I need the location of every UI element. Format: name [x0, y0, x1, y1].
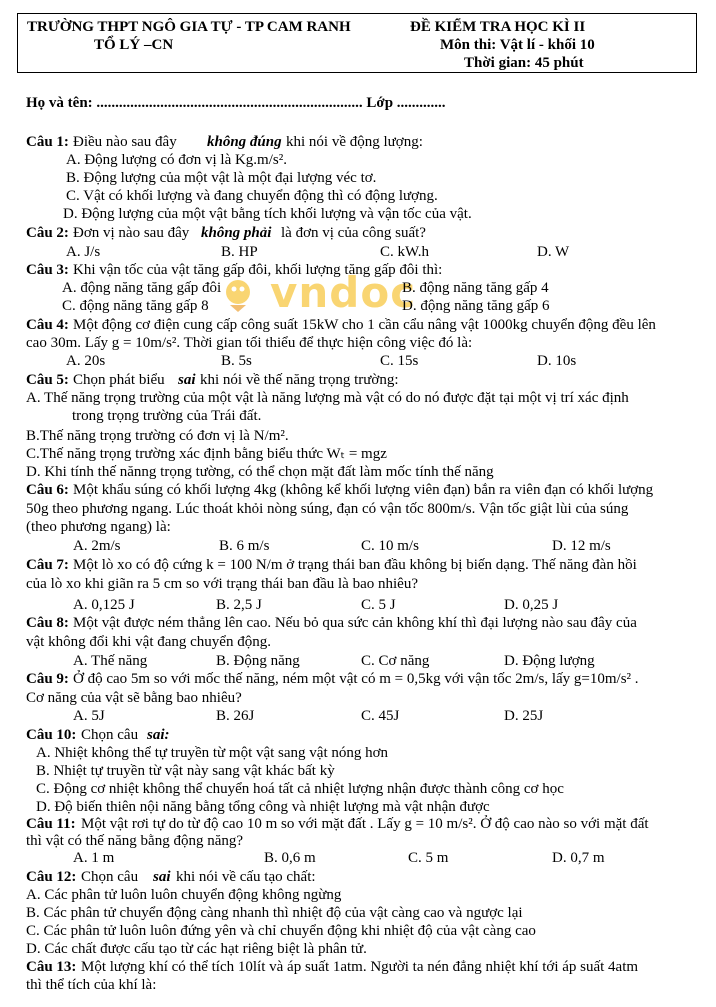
exam-header [17, 13, 697, 73]
line-text: C. Cơ năng [361, 653, 430, 669]
exam-line [0, 407, 716, 425]
question-number: Câu 9: [26, 671, 69, 687]
exam-line [0, 849, 716, 867]
exam-line [0, 316, 716, 334]
line-text: B. 6 m/s [219, 538, 270, 554]
line-text: A. 5J [73, 708, 105, 724]
line-text: B. 0,6 m [264, 850, 316, 866]
line-text: A. 2m/s [73, 538, 121, 554]
exam-line [0, 596, 716, 614]
exam-line [0, 133, 716, 151]
student-info-line [0, 94, 716, 112]
line-text: là đơn vị của công suất? [281, 225, 426, 241]
line-text: D. 10s [537, 353, 577, 369]
exam-line [0, 537, 716, 555]
line-text: thì thể tích của khí là: [26, 977, 157, 993]
emphasis-text: sai [178, 372, 196, 388]
line-text: B. Động năng [216, 653, 300, 669]
question-number: Câu 12: [26, 869, 77, 885]
line-text: A. J/s [66, 244, 101, 260]
line-text: D. Các chất được cấu tạo từ các hạt riêng biệt là phân tử. [26, 941, 367, 957]
line-text: A. Động lượng có đơn vị là Kg.m/s². [66, 152, 287, 168]
line-text: C. 10 m/s [361, 538, 419, 554]
exam-line [0, 976, 716, 994]
question-number: Câu 5: [26, 372, 69, 388]
exam-line [0, 243, 716, 261]
question-number: Câu 4: [26, 317, 69, 333]
exam-line [0, 832, 716, 850]
line-text: C. kW.h [380, 244, 430, 260]
exam-line [0, 427, 716, 445]
exam-line [0, 958, 716, 976]
exam-line [0, 886, 716, 904]
line-text: B. HP [221, 244, 258, 260]
line-text: A. Nhiệt không thể tự truyền từ một vật sang vật nóng hơn [36, 745, 389, 761]
question-number: Câu 11: [26, 816, 76, 832]
line-text: B. 26J [216, 708, 255, 724]
line-text: Đơn vị nào sau đây [73, 225, 190, 241]
exam-line [0, 940, 716, 958]
line-text: C. Các phân tử luôn luôn đứng yên và chỉ chuyển động khi nhiệt độ của vật càng cao [26, 923, 536, 939]
line-text: khi nói về cấu tạo chất: [176, 869, 316, 885]
exam-line [0, 707, 716, 725]
exam-line [0, 689, 716, 707]
exam-line [0, 297, 716, 315]
line-text: Một lò xo có độ cứng k = 100 N/m ở trạng thái ban đầu không bị biến dạng. Thế năng đàn hồi [73, 557, 637, 573]
line-text: C. động năng tăng gấp 8 [62, 298, 209, 314]
exam-line [0, 815, 716, 833]
line-text: B. động năng tăng gấp 4 [402, 280, 549, 296]
question-number: Câu 6: [26, 482, 69, 498]
exam-line [0, 922, 716, 940]
question-number: Câu 3: [26, 262, 69, 278]
line-text: Ở độ cao 5m so với mốc thế năng, ném một vật có m = 0,5kg với vận tốc 2m/s, lấy g=10m/s² . [73, 671, 639, 687]
exam-line [0, 762, 716, 780]
exam-line [0, 798, 716, 816]
line-text: C. 45J [361, 708, 400, 724]
question-number: Câu 10: [26, 727, 77, 743]
exam-line [0, 780, 716, 798]
line-text: của lò xo khi giãn ra 5 cm so với trạng thái ban đầu là bao nhiêu? [26, 576, 418, 592]
line-text: D. Động lượng [504, 653, 595, 669]
line-text: cao 30m. Lấy g = 10m/s². Thời gian tối thiểu để thực hiện công việc đó là: [26, 335, 473, 351]
line-text: C.Thế năng trọng trường xác định bằng biểu thức Wₜ = mgz [26, 446, 387, 462]
exam-subject: Môn thi: Vật lí - khối 10 [440, 37, 595, 53]
exam-line [0, 279, 716, 297]
exam-line [0, 389, 716, 407]
line-text: B. Động lượng của một vật là một đại lượng véc tơ. [66, 170, 377, 186]
line-text: vật không đổi khi vật đang chuyển động. [26, 634, 271, 650]
line-text: A. Các phân tử luôn luôn chuyển động không ngừng [26, 887, 342, 903]
question-number: Câu 1: [26, 134, 69, 150]
line-text: D. động năng tăng gấp 6 [402, 298, 550, 314]
line-text: Một động cơ điện cung cấp công suất 15kW cho 1 cần cẩu nâng vật 1000kg chuyển động đều lên [73, 317, 656, 333]
question-number: Câu 2: [26, 225, 69, 241]
exam-line [0, 518, 716, 536]
line-text: D. 0,25 J [504, 597, 559, 613]
line-text: Khi vận tốc của vật tăng gấp đôi, khối lượng tăng gấp đôi thì: [73, 262, 443, 278]
line-text: khi nói về thế năng trọng trường: [200, 372, 399, 388]
line-text: Một vật được ném thẳng lên cao. Nếu bỏ qua sức cản không khí thì đại lượng nào sau đây của [73, 615, 637, 631]
emphasis-text: không đúng [207, 134, 282, 150]
line-text: D. 0,7 m [552, 850, 605, 866]
exam-line [0, 652, 716, 670]
line-text: C. 15s [380, 353, 419, 369]
line-text: Cơ năng của vật sẽ bằng bao nhiêu? [26, 690, 242, 706]
watermark-text: vndoc [270, 268, 417, 317]
exam-line [0, 904, 716, 922]
line-text: A. Thế năng [73, 653, 148, 669]
student-name-class-field: Họ và tên: ....................................................................... Lớp ............. [26, 95, 446, 111]
line-text: D. 25J [504, 708, 544, 724]
line-text: B. 5s [221, 353, 252, 369]
exam-line [0, 187, 716, 205]
question-number: Câu 7: [26, 557, 69, 573]
line-text: (theo phương ngang) là: [26, 519, 171, 535]
line-text: Điều nào sau đây [73, 134, 177, 150]
line-text: Chọn câu [81, 869, 139, 885]
line-text: D. Độ biến thiên nội năng bằng tổng công và nhiệt lượng mà vật nhận được [36, 799, 490, 815]
line-text: thì vật có thế năng bằng động năng? [26, 833, 244, 849]
exam-line [0, 205, 716, 223]
exam-line [0, 463, 716, 481]
emphasis-text: sai: [147, 727, 170, 743]
exam-line [0, 169, 716, 187]
line-text: Chọn câu [81, 727, 139, 743]
line-text: C. Động cơ nhiệt không thể chuyển hoá tất cả nhiệt lượng nhận được thành công cơ học [36, 781, 564, 797]
exam-line [0, 575, 716, 593]
exam-line [0, 261, 716, 279]
line-text: B. Nhiệt tự truyền từ vật này sang vật khác bất kỳ [36, 763, 335, 779]
line-text: B.Thế năng trọng trường có đơn vị là N/m². [26, 428, 289, 444]
line-text: A. động năng tăng gấp đôi [62, 280, 222, 296]
line-text: Một vật rơi tự do từ độ cao 10 m so với mặt đất . Lấy g = 10 m/s². Ở độ cao nào so với mặt đất [81, 816, 649, 832]
exam-line [0, 445, 716, 463]
line-text: D. W [537, 244, 570, 260]
emphasis-text: không phải [201, 225, 272, 241]
exam-line [0, 334, 716, 352]
emphasis-text: sai [153, 869, 171, 885]
line-text: D. Khi tính thế nănng trọng tường, có thể chọn mặt đất làm mốc tính thế năng [26, 464, 494, 480]
school-name: TRƯỜNG THPT NGÔ GIA TỰ - TP CAM RANH [27, 19, 351, 35]
line-text: khi nói về động lượng: [286, 134, 423, 150]
line-text: A. 20s [66, 353, 106, 369]
exam-line [0, 481, 716, 499]
line-text: Một khẩu súng có khối lượng 4kg (không kể khối lượng viên đạn) bắn ra viên đạn có khối lượng [73, 482, 654, 498]
exam-line [0, 352, 716, 370]
line-text: C. Vật có khối lượng và đang chuyển động thì có động lượng. [66, 188, 438, 204]
line-text: B. Các phân tử chuyển động càng nhanh thì nhiệt độ của vật càng cao và ngược lại [26, 905, 523, 921]
line-text: 50g theo phương ngang. Lúc thoát khỏi nòng súng, đạn có vận tốc 800m/s. Vận tốc giật lùi của súng [26, 501, 629, 517]
line-text: A. 0,125 J [73, 597, 135, 613]
exam-line [0, 744, 716, 762]
exam-line [0, 726, 716, 744]
line-text: B. 2,5 J [216, 597, 262, 613]
line-text: Chọn phát biểu [73, 372, 165, 388]
department-name: TỔ LÝ –CN [94, 37, 174, 53]
exam-line [0, 371, 716, 389]
exam-line [0, 670, 716, 688]
exam-line [0, 868, 716, 886]
question-number: Câu 8: [26, 615, 69, 631]
exam-line [0, 151, 716, 169]
exam-line [0, 556, 716, 574]
line-text: D. Động lượng của một vật bằng tích khối lượng và vận tốc của vật. [63, 206, 472, 222]
line-text: D. 12 m/s [552, 538, 611, 554]
line-text: Một lượng khí có thể tích 10lít và áp suất 1atm. Người ta nén đẳng nhiệt khí tới áp suất 4atm [81, 959, 639, 975]
exam-title: ĐỀ KIỂM TRA HỌC KÌ II [410, 19, 586, 35]
line-text: C. 5 J [361, 597, 396, 613]
exam-line [0, 633, 716, 651]
exam-line [0, 224, 716, 242]
line-text: A. Thế năng trọng trường của một vật là năng lượng mà vật có do nó được đặt tại một vị trí xác định [26, 390, 629, 406]
question-number: Câu 13: [26, 959, 77, 975]
line-text: C. 5 m [408, 850, 449, 866]
exam-line [0, 500, 716, 518]
line-text: A. 1 m [73, 850, 115, 866]
exam-line [0, 614, 716, 632]
exam-duration: Thời gian: 45 phút [464, 55, 584, 71]
line-text: trong trọng trường của Trái đất. [72, 408, 262, 424]
